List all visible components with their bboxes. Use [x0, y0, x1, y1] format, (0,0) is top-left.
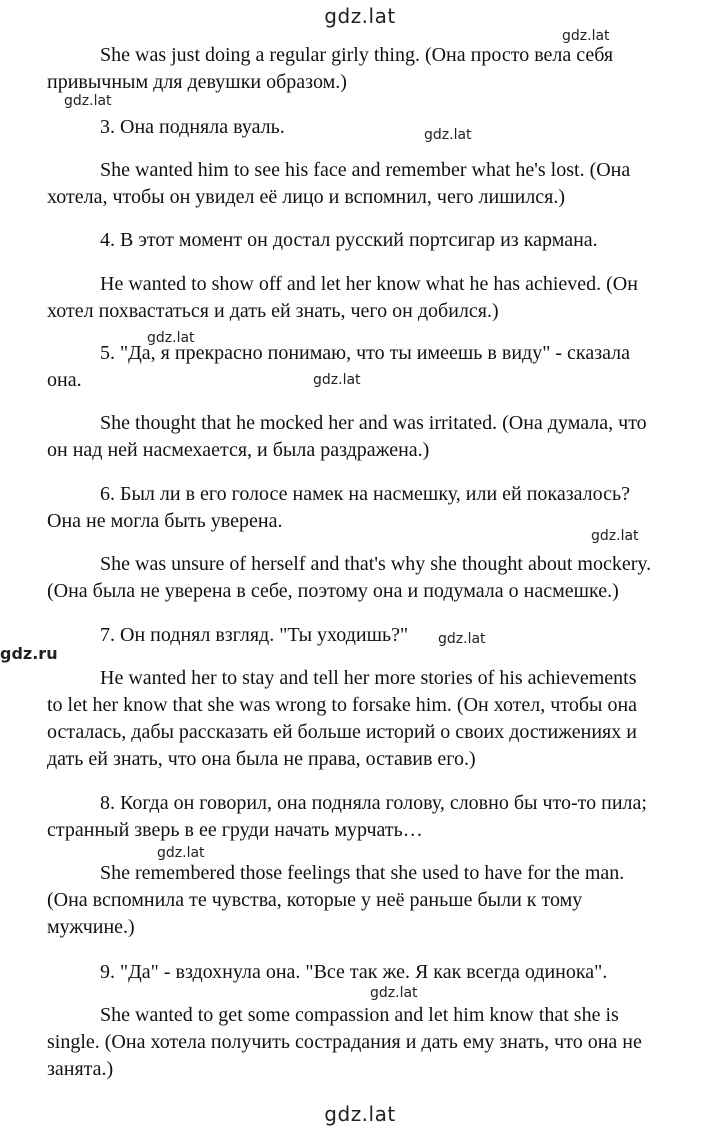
text-line: привычным для девушки образом.)	[47, 71, 347, 93]
text-line: (Она была не уверена в себе, поэтому она и подумала о насмешке.)	[47, 580, 619, 602]
paragraph	[47, 114, 677, 141]
text-line: 4. В этот момент он достал русский портсигар из кармана.	[100, 229, 598, 251]
paragraph	[47, 622, 677, 649]
text-line: to let her know that she was wrong to forsake him. (Он хотел, чтобы она	[47, 694, 638, 716]
watermark-inline: gdz.lat	[370, 985, 418, 1001]
paragraph	[47, 227, 677, 254]
paragraph	[47, 410, 677, 464]
text-line: 6. Был ли в его голосе намек на насмешку, или ей показалось?	[100, 483, 631, 505]
text-line: осталась, дабы рассказать ей больше историй о своих достижениях и	[47, 721, 637, 743]
text-line: хотел похвастаться и дать ей знать, чего он добился.)	[47, 300, 499, 322]
paragraph	[47, 665, 677, 773]
text-line: он над ней насмехается, и была раздражена.)	[47, 439, 430, 461]
watermark-inline: gdz.lat	[424, 127, 472, 143]
watermark-bottom: gdz.lat	[324, 1102, 396, 1126]
paragraph	[47, 271, 677, 325]
text-line: мужчине.)	[47, 916, 135, 938]
text-line: странный зверь в ее груди начать мурчать…	[47, 819, 423, 841]
text-line: хотела, чтобы он увидел её лицо и вспомнил, чего лишился.)	[47, 186, 566, 208]
watermark-inline: gdz.lat	[562, 28, 610, 44]
text-line: занята.)	[47, 1058, 114, 1080]
text-line: She was unsure of herself and that's why she thought about mockery.	[100, 553, 652, 575]
watermark-inline: gdz.lat	[591, 528, 639, 544]
watermark-inline: gdz.lat	[438, 631, 486, 647]
watermark-inline: gdz.lat	[64, 93, 112, 109]
text-line: 5. "Да, я прекрасно понимаю, что ты имеешь в виду" - сказала	[100, 342, 630, 364]
text-line: She wanted to get some compassion and let him know that she is	[100, 1004, 619, 1026]
text-line: (Она вспомнила те чувства, которые у неё раньше были к тому	[47, 889, 583, 911]
text-line: 7. Он поднял взгляд. "Ты уходишь?"	[100, 624, 409, 646]
paragraph	[47, 860, 677, 941]
text-line: She was just doing a regular girly thing. (Она просто вела себя	[100, 44, 614, 66]
paragraph	[47, 959, 677, 986]
text-line: single. (Она хотела получить сострадания и дать ему знать, что она не	[47, 1031, 642, 1053]
text-line: Она не могла быть уверена.	[47, 510, 283, 532]
paragraph	[47, 1002, 677, 1083]
text-line: 9. "Да" - вздохнула она. "Все так же. Я как всегда одинока".	[100, 961, 608, 983]
paragraph	[47, 790, 677, 844]
text-line: она.	[47, 369, 82, 391]
paragraph	[47, 551, 677, 605]
text-line: She remembered those feelings that she used to have for the man.	[100, 862, 625, 884]
paragraph	[47, 157, 677, 211]
text-line: He wanted to show off and let her know what he has achieved. (Он	[100, 273, 638, 295]
text-line: 8. Когда он говорил, она подняла голову, словно бы что-то пила;	[100, 792, 647, 814]
text-line: She thought that he mocked her and was irritated. (Она думала, что	[100, 412, 647, 434]
paragraph	[47, 42, 677, 96]
watermark-inline: gdz.lat	[157, 845, 205, 861]
text-line: He wanted her to stay and tell her more stories of his achievements	[100, 667, 637, 689]
text-line: She wanted him to see his face and remember what he's lost. (Она	[100, 159, 631, 181]
watermark-top: gdz.lat	[324, 4, 396, 28]
watermark-inline: gdz.lat	[313, 372, 361, 388]
watermark-side: gdz.ru	[0, 644, 58, 663]
paragraph	[47, 340, 677, 394]
watermark-inline: gdz.lat	[147, 330, 195, 346]
text-line: 3. Она подняла вуаль.	[100, 116, 285, 138]
paragraph	[47, 481, 677, 535]
text-line: дать ей знать, что она была не права, оставив его.)	[47, 748, 476, 770]
